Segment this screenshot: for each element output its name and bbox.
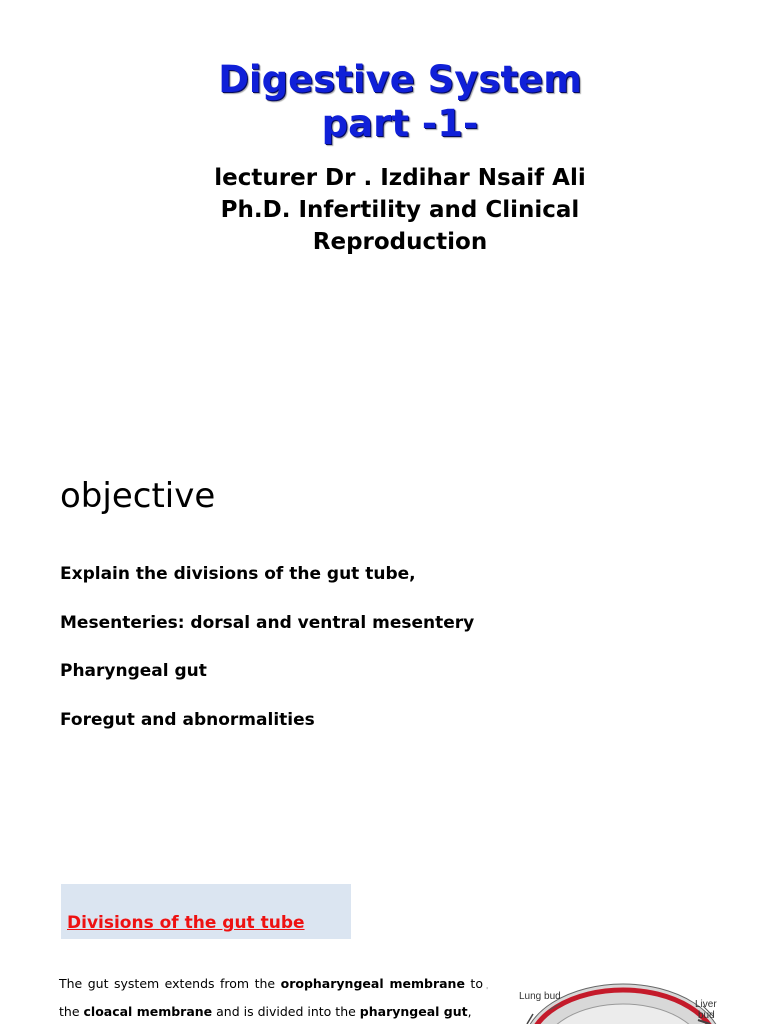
paragraph-text: to the	[59, 976, 483, 1019]
objective-list	[60, 562, 474, 756]
objective-item: Foregut and abnormalities	[60, 709, 315, 730]
title-line-1: Digestive System	[218, 58, 582, 101]
paragraph-text: ,	[467, 1004, 472, 1019]
lung-bud-label: Lung bud	[519, 991, 561, 1002]
liver-bud-label-1: Liver	[695, 999, 717, 1010]
section-heading: Divisions of the gut tube	[67, 913, 305, 933]
stray-mark: '	[486, 986, 489, 995]
title-line-2: part -1-	[321, 102, 479, 145]
objective-item: Explain the divisions of the gut tube,	[60, 564, 416, 584]
paragraph-text: The gut system extends from the	[59, 976, 281, 991]
paragraph-text: and is divided into the	[212, 1004, 360, 1019]
objective-heading: objective	[60, 476, 216, 516]
lecturer-info	[0, 162, 768, 258]
lecturer-name: lecturer Dr . Izdihar Nsaif Ali	[214, 165, 586, 191]
term-cloacal-membrane: cloacal membrane	[83, 1004, 213, 1019]
objective-item: Mesenteries: dorsal and ventral mesentery	[60, 612, 475, 633]
lecturer-degree: Ph.D. Infertility and Clinical	[220, 197, 580, 223]
gut-tube-figure	[505, 976, 735, 1024]
objective-item: Pharyngeal gut	[60, 661, 207, 681]
body-paragraph	[59, 970, 483, 1024]
term-pharyngeal-gut: pharyngeal gut	[359, 1004, 468, 1019]
liver-bud-label-2: bud	[698, 1010, 715, 1021]
lecturer-degree-cont: Reproduction	[312, 229, 488, 255]
term-oropharyngeal-membrane: oropharyngeal membrane	[280, 976, 465, 991]
page-title	[0, 58, 768, 146]
